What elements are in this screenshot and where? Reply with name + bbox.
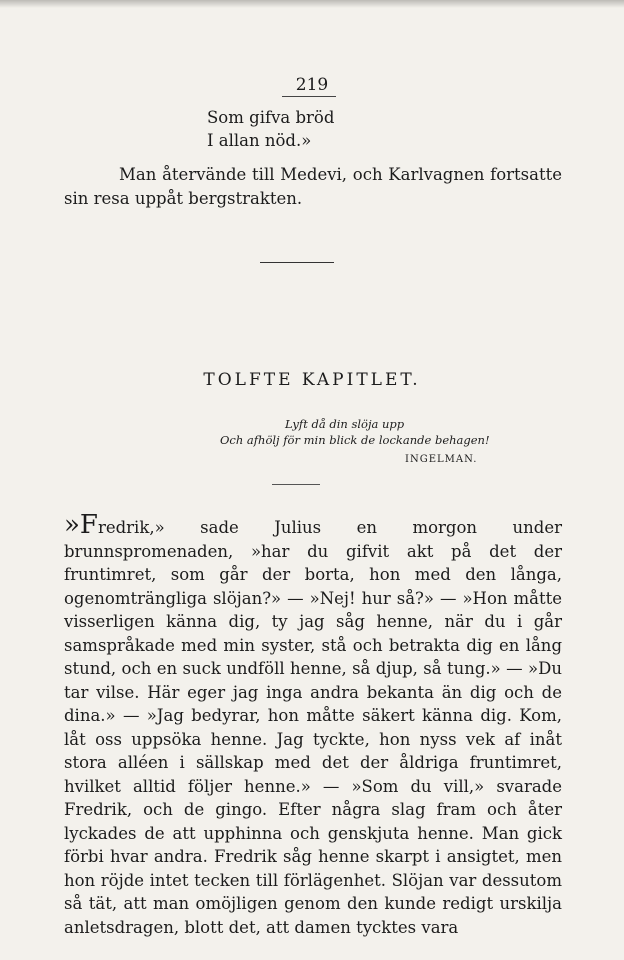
verse-line-1: Som gifva bröd	[207, 108, 335, 127]
epigraph-separator	[272, 484, 320, 485]
epigraph-attribution: INGELMAN.	[405, 454, 478, 465]
page-number-rule	[282, 96, 336, 97]
epigraph-line-1: Lyft då din slöja upp	[285, 417, 405, 431]
paragraph-1: Man återvände till Medevi, och Karlvagnen fortsatte sin resa uppåt bergstrakten.	[64, 165, 562, 208]
section-separator	[260, 262, 334, 263]
page-number: 219	[295, 75, 329, 95]
chapter-title: TOLFTE KAPITLET.	[203, 370, 421, 390]
paragraph-2: »Fredrik,» sade Julius en morgon under brunnspromenaden, »har du gifvit akt på det der fruntimret, som går der borta, hon med den långa, ogenomträngliga slöjan?» — »Nej! hur så?» — »Hon måtte visserligen känna dig, ty jag såg henne, när du i går samspråkade med min syster, stå och betrakta dig en lång stund, och en suck undföll henne, så djup, så tung.» — »Du tar vilse. Här eger jag inga andra bekanta än dig och de dina.» — »Jag bedyrar, hon måtte säkert känna dig. Kom, låt oss uppsöka henne. Jag tyckte, hon nyss vek af inåt stora alléen i sällskap med det der åldriga fruntimret, hvilket alltid följer henne.» — »Som du vill,» svarade Fredrik, och de gingo. Efter några slag fram och åter lyckades de att upphinna och genskjuta henne. Man gick förbi hvar andra. Fredrik såg henne skarpt i ansigtet, men hon röjde intet tecken till förlägenhet. Slöjan var dessutom så tät, att man omöjligen genom den kunde redigt urskilja anletsdragen, blott det, att damen tycktes vara	[64, 510, 562, 937]
epigraph-line-2: Och afhölj för min blick de lockande behagen!	[220, 433, 490, 447]
verse-line-2: I allan nöd.»	[207, 131, 312, 150]
page-edge	[0, 0, 624, 8]
